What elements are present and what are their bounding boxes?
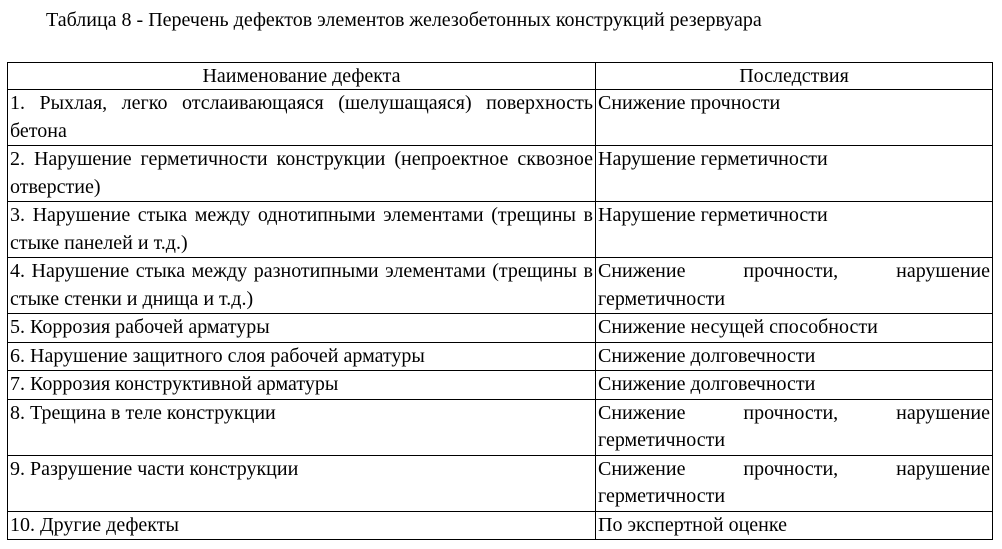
column-header-consequence: Последствия xyxy=(596,63,993,90)
defects-table xyxy=(7,62,993,540)
defect-cell: 6. Нарушение защитного слоя рабочей арматуры xyxy=(8,342,596,371)
consequence-cell: Снижение прочности, нарушение герметичности xyxy=(596,455,993,511)
defect-cell: 9. Разрушение части конструкции xyxy=(8,455,596,511)
consequence-cell: Нарушение герметичности xyxy=(596,202,993,258)
defect-cell: 1. Рыхлая, легко отслаивающаяся (шелушащаяся) поверхность бетона xyxy=(8,90,596,146)
defect-cell: 4. Нарушение стыка между разнотипными элементами (трещины в стыке стенки и днища и т.д.) xyxy=(8,258,596,314)
defect-cell: 7. Коррозия конструктивной арматуры xyxy=(8,371,596,400)
table-row xyxy=(8,511,993,540)
table-row xyxy=(8,202,993,258)
column-header-defect: Наименование дефекта xyxy=(8,63,596,90)
table-row xyxy=(8,371,993,400)
table-row xyxy=(8,146,993,202)
table-caption: Таблица 8 - Перечень дефектов элементов железобетонных конструкций резервуара xyxy=(46,9,762,31)
defect-cell: 3. Нарушение стыка между однотипными элементами (трещины в стыке панелей и т.д.) xyxy=(8,202,596,258)
defect-cell: 2. Нарушение герметичности конструкции (непроектное сквозное отверстие) xyxy=(8,146,596,202)
table-row xyxy=(8,342,993,371)
defect-cell: 5. Коррозия рабочей арматуры xyxy=(8,314,596,343)
consequence-cell: Снижение несущей способности xyxy=(596,314,993,343)
table-row xyxy=(8,455,993,511)
consequence-cell: Снижение прочности xyxy=(596,90,993,146)
table-row xyxy=(8,90,993,146)
defect-cell: 10. Другие дефекты xyxy=(8,511,596,540)
consequence-cell: Снижение долговечности xyxy=(596,371,993,400)
consequence-cell: Снижение прочности, нарушение герметичности xyxy=(596,258,993,314)
consequence-cell: По экспертной оценке xyxy=(596,511,993,540)
consequence-cell: Снижение долговечности xyxy=(596,342,993,371)
table-row xyxy=(8,314,993,343)
table-header-row xyxy=(8,63,993,90)
table-row xyxy=(8,258,993,314)
table-row xyxy=(8,399,993,455)
consequence-cell: Нарушение герметичности xyxy=(596,146,993,202)
consequence-cell: Снижение прочности, нарушение герметичности xyxy=(596,399,993,455)
defect-cell: 8. Трещина в теле конструкции xyxy=(8,399,596,455)
